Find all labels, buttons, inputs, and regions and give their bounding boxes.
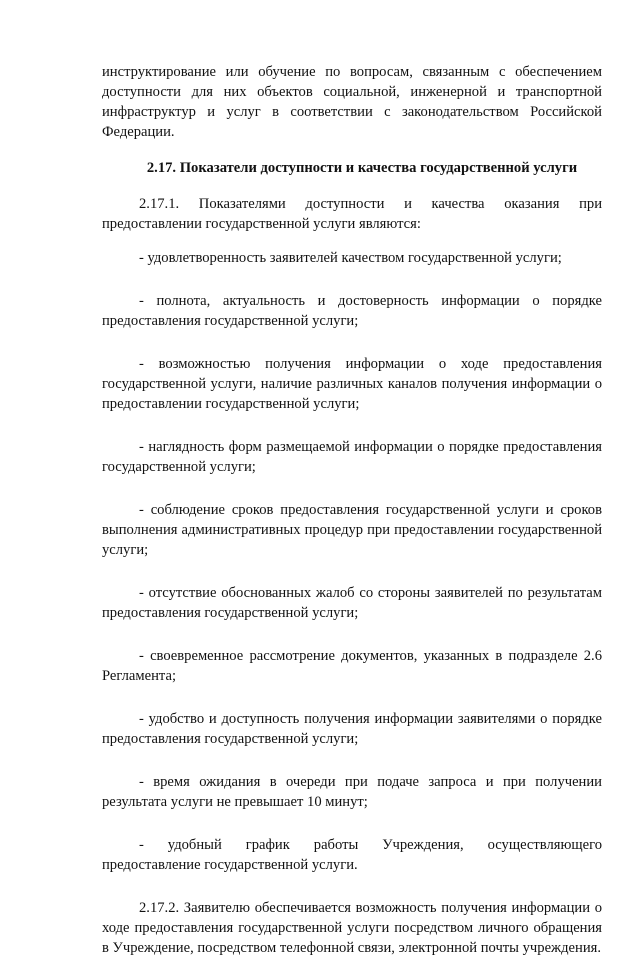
indicator-item: - удобный график работы Учреждения, осуществляющего предоставление государственной услуги. bbox=[102, 837, 602, 873]
indicator-item: - своевременное рассмотрение документов, указанных в подразделе 2.6 Регламента; bbox=[102, 648, 602, 684]
document-page bbox=[102, 62, 602, 958]
indicator-item: - соблюдение сроков предоставления государственной услуги и сроков выполнения административных процедур при предоставлении государственной услуги; bbox=[102, 502, 602, 558]
intro-paragraph: инструктирование или обучение по вопросам, связанным с обеспечением доступности для них объектов социальной, инженерной и транспортной инфраструктур и услуг в соответствии с законодательством Российской Федерации. bbox=[102, 64, 602, 140]
clause-2-17-2: 2.17.2. Заявителю обеспечивается возможность получения информации о ходе предоставления государственной услуги посредством личного обращения в Учреждение, посредством телефонной связи, электронной почты учреждения. bbox=[102, 900, 602, 956]
indicator-item: - отсутствие обоснованных жалоб со стороны заявителей по результатам предоставления государственной услуги; bbox=[102, 585, 602, 621]
indicator-item: - возможностью получения информации о ходе предоставления государственной услуги, наличие различных каналов получения информации о предоставлении государственной услуги; bbox=[102, 356, 602, 412]
indicator-item: - полнота, актуальность и достоверность информации о порядке предоставления государственной услуги; bbox=[102, 293, 602, 329]
indicator-item: - удобство и доступность получения информации заявителями о порядке предоставления государственной услуги; bbox=[102, 711, 602, 747]
clause-2-17-1: 2.17.1. Показателями доступности и качества оказания при предоставлении государственной услуги являются: bbox=[102, 196, 602, 232]
indicator-item: - время ожидания в очереди при подаче запроса и при получении результата услуги не превышает 10 минут; bbox=[102, 774, 602, 810]
indicator-item: - наглядность форм размещаемой информации о порядке предоставления государственной услуги; bbox=[102, 439, 602, 475]
section-heading: 2.17. Показатели доступности и качества государственной услуги bbox=[146, 160, 578, 176]
indicator-item: - удовлетворенность заявителей качеством государственной услуги; bbox=[139, 250, 562, 266]
